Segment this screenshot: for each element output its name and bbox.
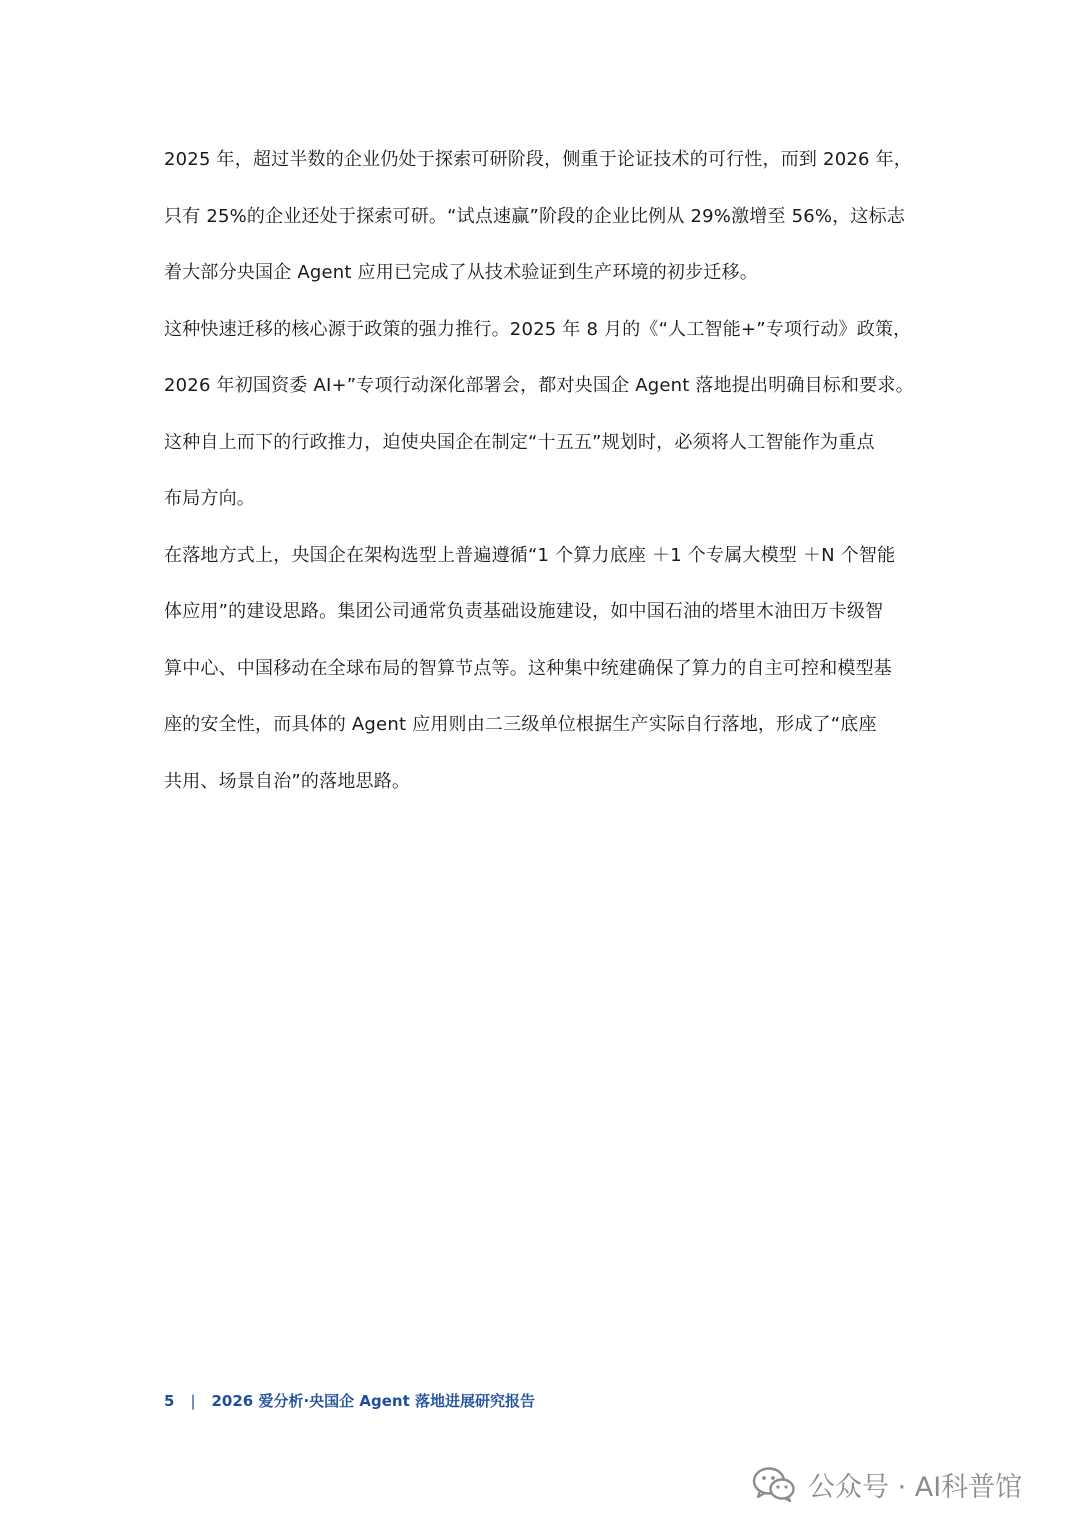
watermark-text: 公众号 · AI科普馆 [808, 1471, 1023, 1503]
text-line: 只有 25%的企业还处于探索可研。“试点速赢”阶段的企业比例从 29%激增至 56%，这标志 [164, 205, 906, 227]
text-line: 2026 年初国资委 AI+”专项行动深化部署会，都对央国企 Agent 落地提出明确目标和要求。 [164, 375, 914, 396]
text-line: 布局方向。 [164, 488, 255, 509]
report-title: 2026 爱分析·央国企 Agent 落地进展研究报告 [211, 1392, 535, 1410]
page-number: 5 [164, 1392, 175, 1410]
page-footer [164, 1389, 535, 1413]
text-line: 这种快速迁移的核心源于政策的强力推行。2025 年 8 月的《“人工智能+”专项行动》政策， [164, 318, 912, 340]
wechat-icon [752, 1466, 796, 1502]
text-line: 共用、场景自治”的落地思路。 [164, 770, 411, 792]
text-line: 着大部分央国企 Agent 应用已完成了从技术验证到生产环境的初步迁移。 [164, 262, 758, 283]
text-line: 座的安全性，而具体的 Agent 应用则由二三级单位根据生产实际自行落地，形成了“底座 [164, 714, 877, 735]
text-line: 2025 年，超过半数的企业仍处于探索可研阶段，侧重于论证技术的可行性，而到 2026 年， [164, 149, 912, 170]
footer-separator: | [190, 1392, 196, 1410]
text-line: 算中心、中国移动在全球布局的智算节点等。这种集中统建确保了算力的自主可控和模型基 [164, 657, 892, 679]
text-line: 在落地方式上，央国企在架构选型上普遍遵循“1 个算力底座 ＋1 个专属大模型 ＋N 个智能 [164, 544, 896, 566]
watermark [752, 1462, 1022, 1506]
body-text [164, 138, 924, 816]
text-line: 体应用”的建设思路。集团公司通常负责基础设施建设，如中国石油的塔里木油田万卡级智 [164, 601, 884, 622]
text-line: 这种自上而下的行政推力，迫使央国企在制定“十五五”规划时，必须将人工智能作为重点 [164, 431, 875, 453]
